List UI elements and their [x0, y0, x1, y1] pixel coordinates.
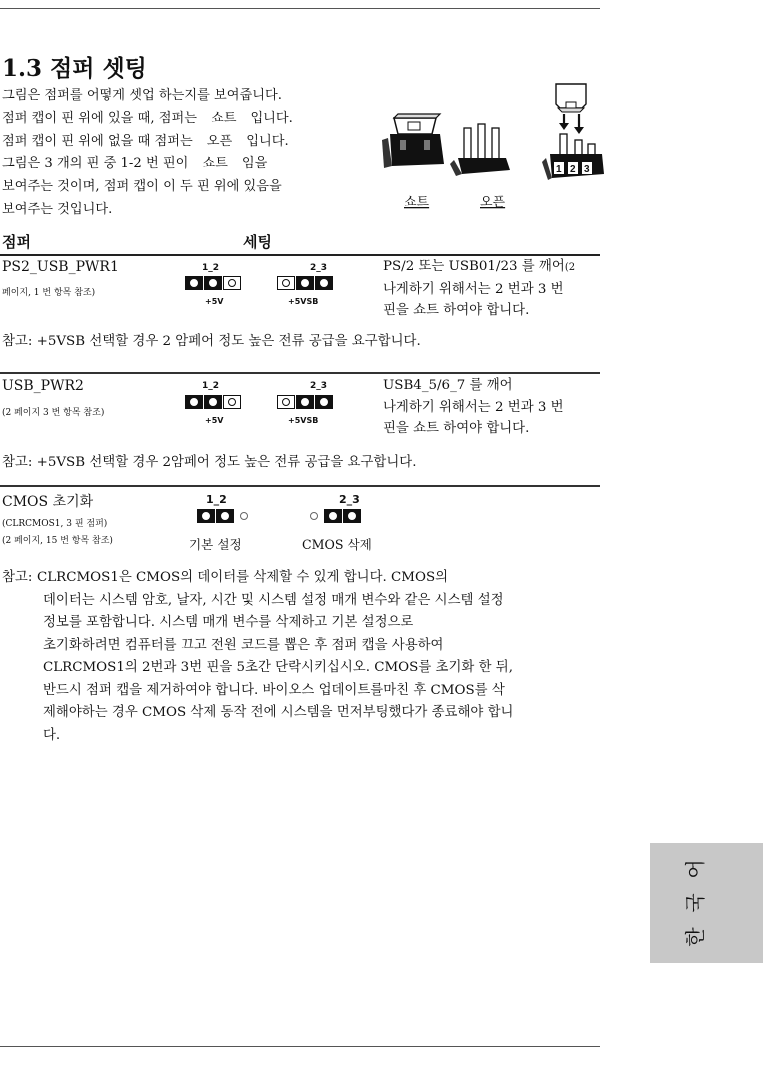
row2-left-volt: +5V — [205, 416, 224, 425]
jumper-figure — [380, 78, 610, 240]
intro-line: 점퍼 캡이 핀 위에 없을 때 점퍼는 오픈 입니다. — [2, 133, 289, 149]
figure-label-short: 쇼트 — [404, 195, 430, 210]
intro-line: 보여주는 것이며, 점퍼 캡이 이 두 핀 위에 있음을 — [2, 179, 282, 195]
row1-note: 참고: +5VSB 선택할 경우 2 암페어 정도 높은 전류 공급을 요구합니다. — [2, 334, 421, 349]
row2-description: USB4_5/6_7 를 깨어 나게하기 위해서는 2 번과 3 번 핀을 쇼트 하여야 합니다. — [383, 378, 564, 436]
pin-number-3: 3 — [584, 164, 590, 175]
row3-right-jumper — [305, 509, 365, 525]
header-jumper: 점퍼 — [2, 233, 31, 251]
row1-name: PS2_USB_PWR1 — [2, 259, 119, 275]
row1-left-volt: +5V — [205, 297, 224, 306]
header-setting: 세팅 — [243, 233, 272, 251]
intro-term-short: 쇼트 — [210, 110, 237, 126]
row1-left-pin-label: 1_2 — [202, 263, 220, 273]
bottom-rule — [0, 1046, 600, 1047]
row2-right-pin-label: 2_3 — [310, 381, 328, 391]
row2-note: 참고: +5VSB 선택할 경우 2암페어 정도 높은 전류 공급을 요구합니다. — [2, 455, 417, 470]
row1-left-jumper — [185, 276, 245, 292]
row1-description: PS/2 또는 USB01/23 를 깨어(2 나게하기 위해서는 2 번과 3 번 핀을 쇼트 하여야 합니다. — [383, 259, 576, 318]
row3-right-pin-label: 2_3 — [339, 493, 360, 506]
row2-right-jumper — [277, 395, 337, 411]
language-side-tab-text: 어 국 한 — [683, 859, 707, 947]
row2-left-pin-label: 1_2 — [202, 381, 220, 391]
row2-name: USB_PWR2 — [2, 378, 84, 394]
row1-right-pin-label: 2_3 — [310, 263, 328, 273]
open-jumper-illustration — [450, 124, 510, 176]
row3-left-jumper — [197, 509, 257, 525]
row3-ref1: (CLRCMOS1, 3 핀 점퍼) — [2, 519, 108, 529]
section-title: 1.3 점퍼 셋팅 — [2, 55, 147, 82]
row3-right-label: CMOS 삭제 — [302, 537, 372, 552]
figure-label-open: 오픈 — [480, 195, 506, 210]
intro-line: 보여주는 것입니다. — [2, 201, 113, 217]
row3-ref2: (2 페이지, 15 번 항목 참조) — [2, 536, 113, 546]
final-note: 참고: CLRCMOS1은 CMOS의 데이터를 삭제할 수 있게 합니다. CMOS의 데이터는 시스템 암호, 날자, 시간 및 시스템 설정 매개 변수와 같은 시스템 설정 정보를 포함합니다. 시스템 매개 변수를 삭제하고 기본 설정으로 초기화하려면 컴퓨터를 끄고 전원 코드를 뽑은 후 점퍼 캡을 사용하여 CLRCMOS1의 2번과 3번 핀을 5초간 단락시키십시오. CMOS를 초기화 한 뒤, 반드시 점퍼 캡을 제거하여야 합니다. 바이오스 업데이트를마친 후 CMOS를 삭 제해야하는 경우 CMOS 삭제 동작 전에 시스템을 먼저부팅했다가 종료해야 합니 다. — [2, 567, 513, 747]
row1-ref: 페이지, 1 번 항목 참조) — [2, 288, 96, 298]
intro-line: 점퍼 캡이 핀 위에 있을 때, 점퍼는 쇼트 입니다. — [2, 110, 293, 126]
row2-left-jumper — [185, 395, 245, 411]
intro-text — [2, 85, 293, 222]
final-note-prefix: 참고: — [2, 570, 33, 585]
intro-term-open: 오픈 — [206, 133, 233, 149]
pin-number-2: 2 — [570, 164, 576, 175]
intro-line: 그림은 3 개의 핀 중 1-2 번 핀이 쇼트 임을 — [2, 156, 268, 172]
row1-right-jumper — [277, 276, 337, 292]
row3-left-pin-label: 1_2 — [206, 493, 227, 506]
row-separator — [0, 372, 600, 374]
short-jumper-illustration — [382, 114, 444, 168]
row-separator — [0, 485, 600, 487]
row3-name: CMOS 초기화 — [2, 494, 94, 510]
row1-right-volt: +5VSB — [288, 297, 319, 306]
row2-right-volt: +5VSB — [288, 416, 319, 425]
intro-line: 그림은 점퍼를 어떻게 셋업 하는지를 보여줍니다. — [2, 88, 282, 103]
row2-ref: (2 페이지 3 번 항목 참조) — [2, 408, 105, 418]
row3-left-label: 기본 설정 — [189, 537, 242, 552]
top-rule — [0, 8, 600, 9]
pin-number-1: 1 — [556, 164, 562, 175]
